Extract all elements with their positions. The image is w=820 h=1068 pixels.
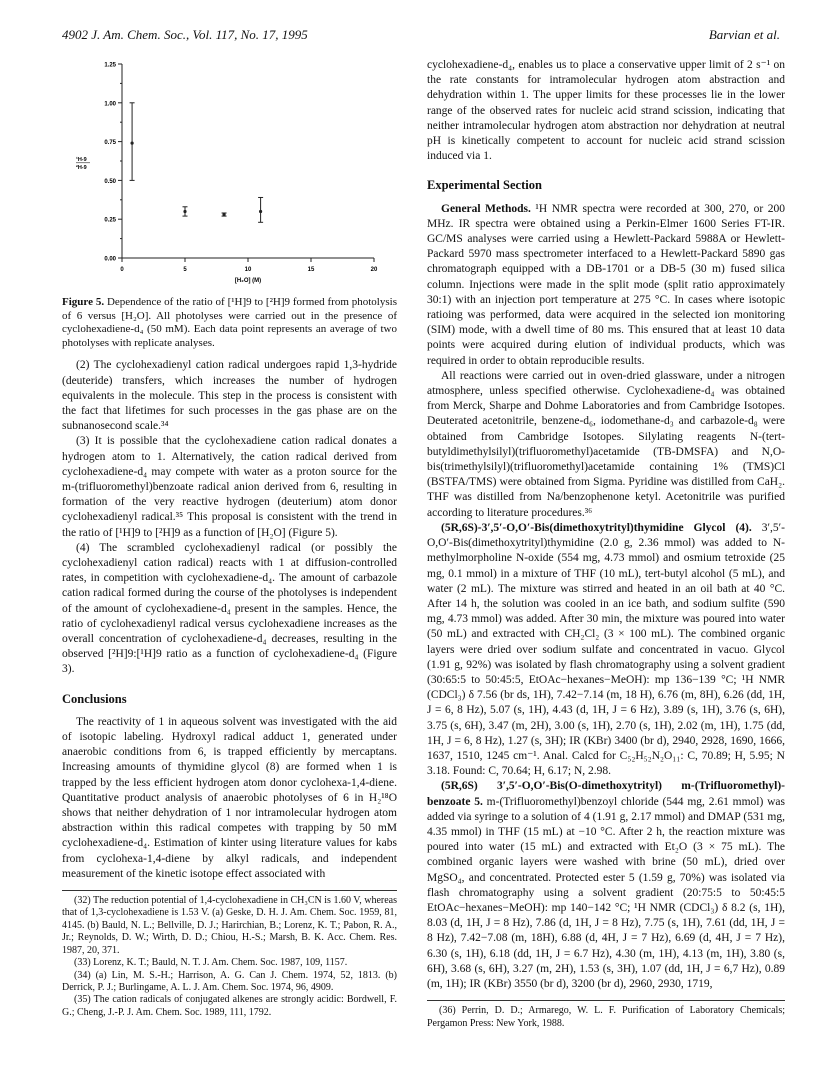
- right-column: [427, 58, 785, 1030]
- running-header: [62, 27, 780, 45]
- x-tick-label: 10: [244, 267, 252, 273]
- general-methods-paragraph: General Methods. ¹H NMR spectra were recorded at 300, 270, or 200 MHz. IR spectra were obtained using a Perkin-Elmer 1600 Series FT-IR. GC/MS analyses were carried using a Hewlett-Packard 5988A or Hewlett-Packard 5970 mass spectrometer interfaced to a Hewlett-Packard 5890 gas chromatograph equipped with a DB-1701 or a DB-5 (30 m) fused silica column. Injections were made in the split mode (split ratio approximately 30:1) with an injection port temperature at 275 °C. In cases where isotopic ratioing was performed, data were acquired in the selected ion monitoring (SIM) mode, with a dwell time of 80 ms. This ensured that at least 10 data points were acquired during elution of individual products, which was required in order to obtain reproducible results.: [427, 202, 786, 367]
- footnote: (36) Perrin, D. D.; Armarego, W. L. F. Purification of Laboratory Chemicals; Pergamon Press: New York, 1988.: [427, 1005, 785, 1029]
- footnote: (34) (a) Lin, M. S.-H.; Harrison, A. G. Can J. Chem. 1974, 52, 1813. (b) Derrick, P. J.; Burlingame, A. L. J. Am. Chem. Soc. 1974, 96, 4909.: [62, 969, 397, 993]
- compound-4-paragraph: (5R,6S)-3′,5′-O,O′-Bis(dimethoxytrityl)thymidine Glycol (4). 3′,5′-O,O′-Bis(dimethoxytrityl)thymidine (2.0 g, 2.36 mmol) was added to N-methylmorpholine N-oxide (554 mg, 4.73 mmol) and osmium tetroxide (25 mg, 0.1 mmol) in a mixture of THF (10 mL), tert-butyl alcohol (5 mL), and water (2 mL). The mixture was stirred and heated in an oil bath at 40 °C. After 14 h, the solution was cooled in an ice bath, and sodium sulfite (590 mg, 4.73 mmol) was added. After 30 min, the mixture was poured into water (50 mL) and extracted with CH₂Cl₂ (3 × 100 mL). The combined organic layers were dried over sodium sulfate and concentrated in vacuo. Glycol (1.91 g, 92%) was isolated by flash chromatography using a solvent gradient (30:65:5 to 50:45:5, EtOAc−hexanes−MeOH): mp 136−139 °C; ¹H NMR (CDCl₃) δ 7.56 (br ds, 1H), 7.42−7.14 (m, 18 H), 6.76 (m, 8H), 6.26 (dd, 1H, J = 6, 8 Hz), 5.07 (s, 1H), 4.43 (d, 1H, J = 6 Hz), 3.89 (s, 1H), 3.76 (s, 6H), 3.75 (s, 6H), 3.47 (m, 2H), 3.00 (s, 1H), 2.70 (s, 1H), 2.02 (m, 1H), 1.75 (dd, 1H, J = 6, 8 Hz), 1.27 (s, 3H); IR (KBr) 3400 (br d), 2940, 2928, 1690, 1666, 1637, 1510, 1245 cm⁻¹. Anal. Calcd for C₅₂H₅₂N₂O₁₁: C, 70.89; H, 5.95; N 3.18. Found: C, 70.64; H, 6.17; N, 2.98.: [427, 521, 785, 778]
- data-point: [183, 210, 186, 213]
- footnote: (33) Lorenz, K. T.; Bauld, N. T. J. Am. Chem. Soc. 1987, 109, 1157.: [74, 957, 348, 969]
- y-axis-label-denominator: ²H-9: [76, 164, 87, 171]
- footnote: (35) The cation radicals of conjugated alkenes are strongly acidic: Bordwell, F. G.; Cheng, J.-P. J. Am. Chem. Soc. 1989, 111, 1792.: [62, 994, 397, 1018]
- footnote: (32) The reduction potential of 1,4-cyclohexadiene in CH₃CN is 1.60 V, whereas that of 1,3-cyclohexadiene is 1.53 V. (a) Geske, D. H. J. Am. Chem. Soc. 1959, 81, 4145. (b) Bauld, N. L.; Bellville, D. J.; Harirchian, B.; Lorenz, K. T.; Pabon, R. A., Jr.; Reynolds, D. W.; Wirth, D. D.; Chiou, H.-S.; Marsh, B. K. Acc. Chem. Res. 1987, 20, 371.: [62, 895, 397, 956]
- conclusions-heading: Conclusions: [62, 691, 127, 706]
- caption-text: Dependence of the ratio of [¹H]9 to [²H]9 formed from photolysis of 6 versus [H₂O]. All photolyses were carried out in the presence of cyclohexadiene-d₄ (50 mM). Each data point represents an average of two photolyses with replicate analyses.: [62, 296, 397, 349]
- experimental-heading: Experimental Section: [427, 178, 542, 193]
- run-in-heading: General Methods.: [441, 202, 531, 215]
- data-point: [222, 213, 225, 216]
- y-tick-label: 0.75: [104, 140, 116, 147]
- compound-5-paragraph: (5R,6S) 3′,5′-O,O′-Bis(O-dimethoxytrityl) m-(Trifluoromethyl)-benzoate 5. m-(Trifluoromethyl)benzoyl chloride (544 mg, 2.61 mmol) was added via syringe to a solution of 4 (1.91 g, 2.17 mmol) and DMAP (531 mg, 4.35 mmol) in THF (15 mL) at −10 °C. After 2 h, the reaction mixture was poured into water (15 mL) and extracted with Et₂O (3 × 75 mL). The combined organic layers were washed with brine (50 mL), dried over MgSO₄, and concentrated. Protected ester 5 (1.59 g, 70%) was isolated via flash chromatography using a solvent gradient (20:75:5 to 50:45:5 EtOAc−hexanes−MeOH): mp 140−142 °C; ¹H NMR (CDCl₃) δ 8.2 (s, 1H), 8.03 (d, 1H, J = 8 Hz), 7.86 (d, 1H, J = 8 Hz), 7.75 (s, 1H), 7.61 (dd, 1H, J = 8 Hz), 7.42−7.08 (m, 18H), 6.88 (d, 4H, J = 7 Hz), 6.69 (d, 4H, J = 7 Hz), 6.30 (s, 1H), 6.18 (dd, 1H, J = 6.7 Hz), 4.30 (m, 1H), 4.13 (m, 1H), 3.80 (s, 6H), 3.68 (s, 6H), 3.27 (m, 2H), 1.53 (s, 3H), 1.07 (dd, 1H, J = 6,7 Hz), 0.89 (m, 1H); IR (KBr) 3550 (br d), 3200 (br d), 2960, 2930, 1719,: [427, 780, 786, 990]
- y-tick-label: 1.00: [104, 101, 116, 108]
- data-point: [259, 210, 262, 213]
- figure-5-chart: [62, 58, 397, 290]
- paragraph: (4) The scrambled cyclohexadienyl radical (or possibly the cyclohexadienyl cation radical) reacts with 1 at diffusion-controlled rates, in competition with cyclohexadiene-d₄. The amount of carbazole cation radical formed during the course of the photolyses is independent of the amount of cyclohexadiene-d₄ present in the samples. Hence, the ratio of cyclohexadienyl radical versus cyclohexadiene increases as the overall concentration of cyclohexadiene-d₄ decreases, resulting in the observed [²H]9:[¹H]9 ratio as a function of cyclohexadiene-d₄ (Figure 3).: [62, 541, 397, 676]
- paragraph: cyclohexadiene-d₄, enables us to place a conservative upper limit of 2 s⁻¹ on the rate constants for intramolecular hydrogen atom abstraction and dehydration within 1. The upper limits for these processes lie in the lower range of the observed rates for nucleic acid strand scission, indicating that neither intramolecular hydrogen atom abstraction nor dehydration at neutral pH is kinetically competent to account for nucleic acid strand scission induced via 1.: [427, 59, 785, 163]
- left-column: [62, 58, 397, 1019]
- data-point: [130, 142, 133, 145]
- x-tick-label: 0: [120, 267, 124, 273]
- figure-caption: [62, 296, 397, 350]
- footnotes: [62, 890, 397, 1019]
- x-axis-label: [H₂O] (M): [234, 278, 262, 284]
- y-tick-label: 0.00: [104, 256, 116, 263]
- paragraph: All reactions were carried out in oven-dried glassware, under a nitrogen atmosphere, unless specified otherwise. Cyclohexadiene-d₄ was obtained from Merck, Sharpe and Dohme Laboratories and from Cambridge Isotopes. Deuterated acetonitrile, benzene-d₆, iodomethane-d₃ and carbazole-d₈ were obtained from Cambridge Isotopes. Silylating reagents N-(tert-butyldimethylsilyl)(trifluoromethyl)acetamide (TB-DMSFA) and N,O-bis(trimethylsilyl)(trifluoromethyl)acetamide containing 1% (TMS)Cl (BSTFA/TMS) were obtained from Sigma. Pyridine was distilled from CaH₂. THF was distilled from Na/benzophenone ketyl. Acetonitrile was purified according to literature procedures.³⁶: [427, 369, 785, 519]
- journal-citation: 4902 J. Am. Chem. Soc., Vol. 117, No. 17, 1995: [62, 27, 308, 42]
- y-axis-label-numerator: ¹H-9: [76, 156, 87, 163]
- paragraph: (2) The cyclohexadienyl cation radical undergoes rapid 1,3-hydride (deuteride) transfers, which increases the number of hydrogen equivalents in the molecule. This step in the process is consistent with the fact that lifetimes for such processes in the gas phase are on the subnanosecond scale.³⁴: [62, 359, 397, 433]
- y-tick-label: 1.25: [104, 62, 116, 69]
- y-tick-label: 0.25: [104, 217, 116, 224]
- x-tick-label: 15: [307, 267, 315, 273]
- run-in-heading: (5R,6S) 3′,5′-O,O′-Bis(O-dimethoxytrityl) m-(Trifluoromethyl)-benzoate 5.: [427, 780, 785, 808]
- author-running-head: Barvian et al.: [708, 27, 780, 42]
- chart-svg: [62, 58, 397, 290]
- x-tick-label: 20: [370, 267, 378, 273]
- x-tick-label: 5: [183, 267, 187, 273]
- paragraph: (3) It is possible that the cyclohexadiene cation radical donates a hydrogen atom to 1. Alternatively, the cation radical derived from cyclohexadiene-d₄ may compete with water as a proton source for the m-(trifluoromethyl)benzoate radical anion derived from 6, resulting in formation of the very reactive hydrogen (deuterium) atom donor cyclohexadienyl radical.³⁵ This proposal is consistent with the trend in the ratio of [¹H]9 to [²H]9 as a function of [H₂O] (Figure 5).: [62, 435, 397, 539]
- footnotes: [427, 1000, 785, 1030]
- run-in-heading: (5R,6S)-3′,5′-O,O′-Bis(dimethoxytrityl)thymidine Glycol (4).: [441, 521, 752, 534]
- y-tick-label: 0.50: [104, 178, 116, 185]
- caption-label: Figure 5.: [62, 296, 105, 308]
- paragraph: The reactivity of 1 in aqueous solvent was investigated with the aid of isotopic labeling. Hydroxyl radical adduct 1, generated under anaerobic conditions from 6, is trapped efficiently by mercaptans. Increasing amounts of thymidine glycol (8) are formed when 1 is trapped by the less efficient hydrogen atom donor cyclohexa-1,4-diene. Quantitative product analysis of anaerobic photolyses of 6 in H₂¹⁸O shows that neither dehydration of 1 nor intramolecular hydrogen atom abstraction within this radical competes with trapping by 50 mM cyclohexadiene-d₄. Estimation of kinter using literature values for kabs from cyclohexa-1,4-diene by alkyl radicals, and independent measurement of the kinetic isotope effect associated with: [62, 715, 397, 880]
